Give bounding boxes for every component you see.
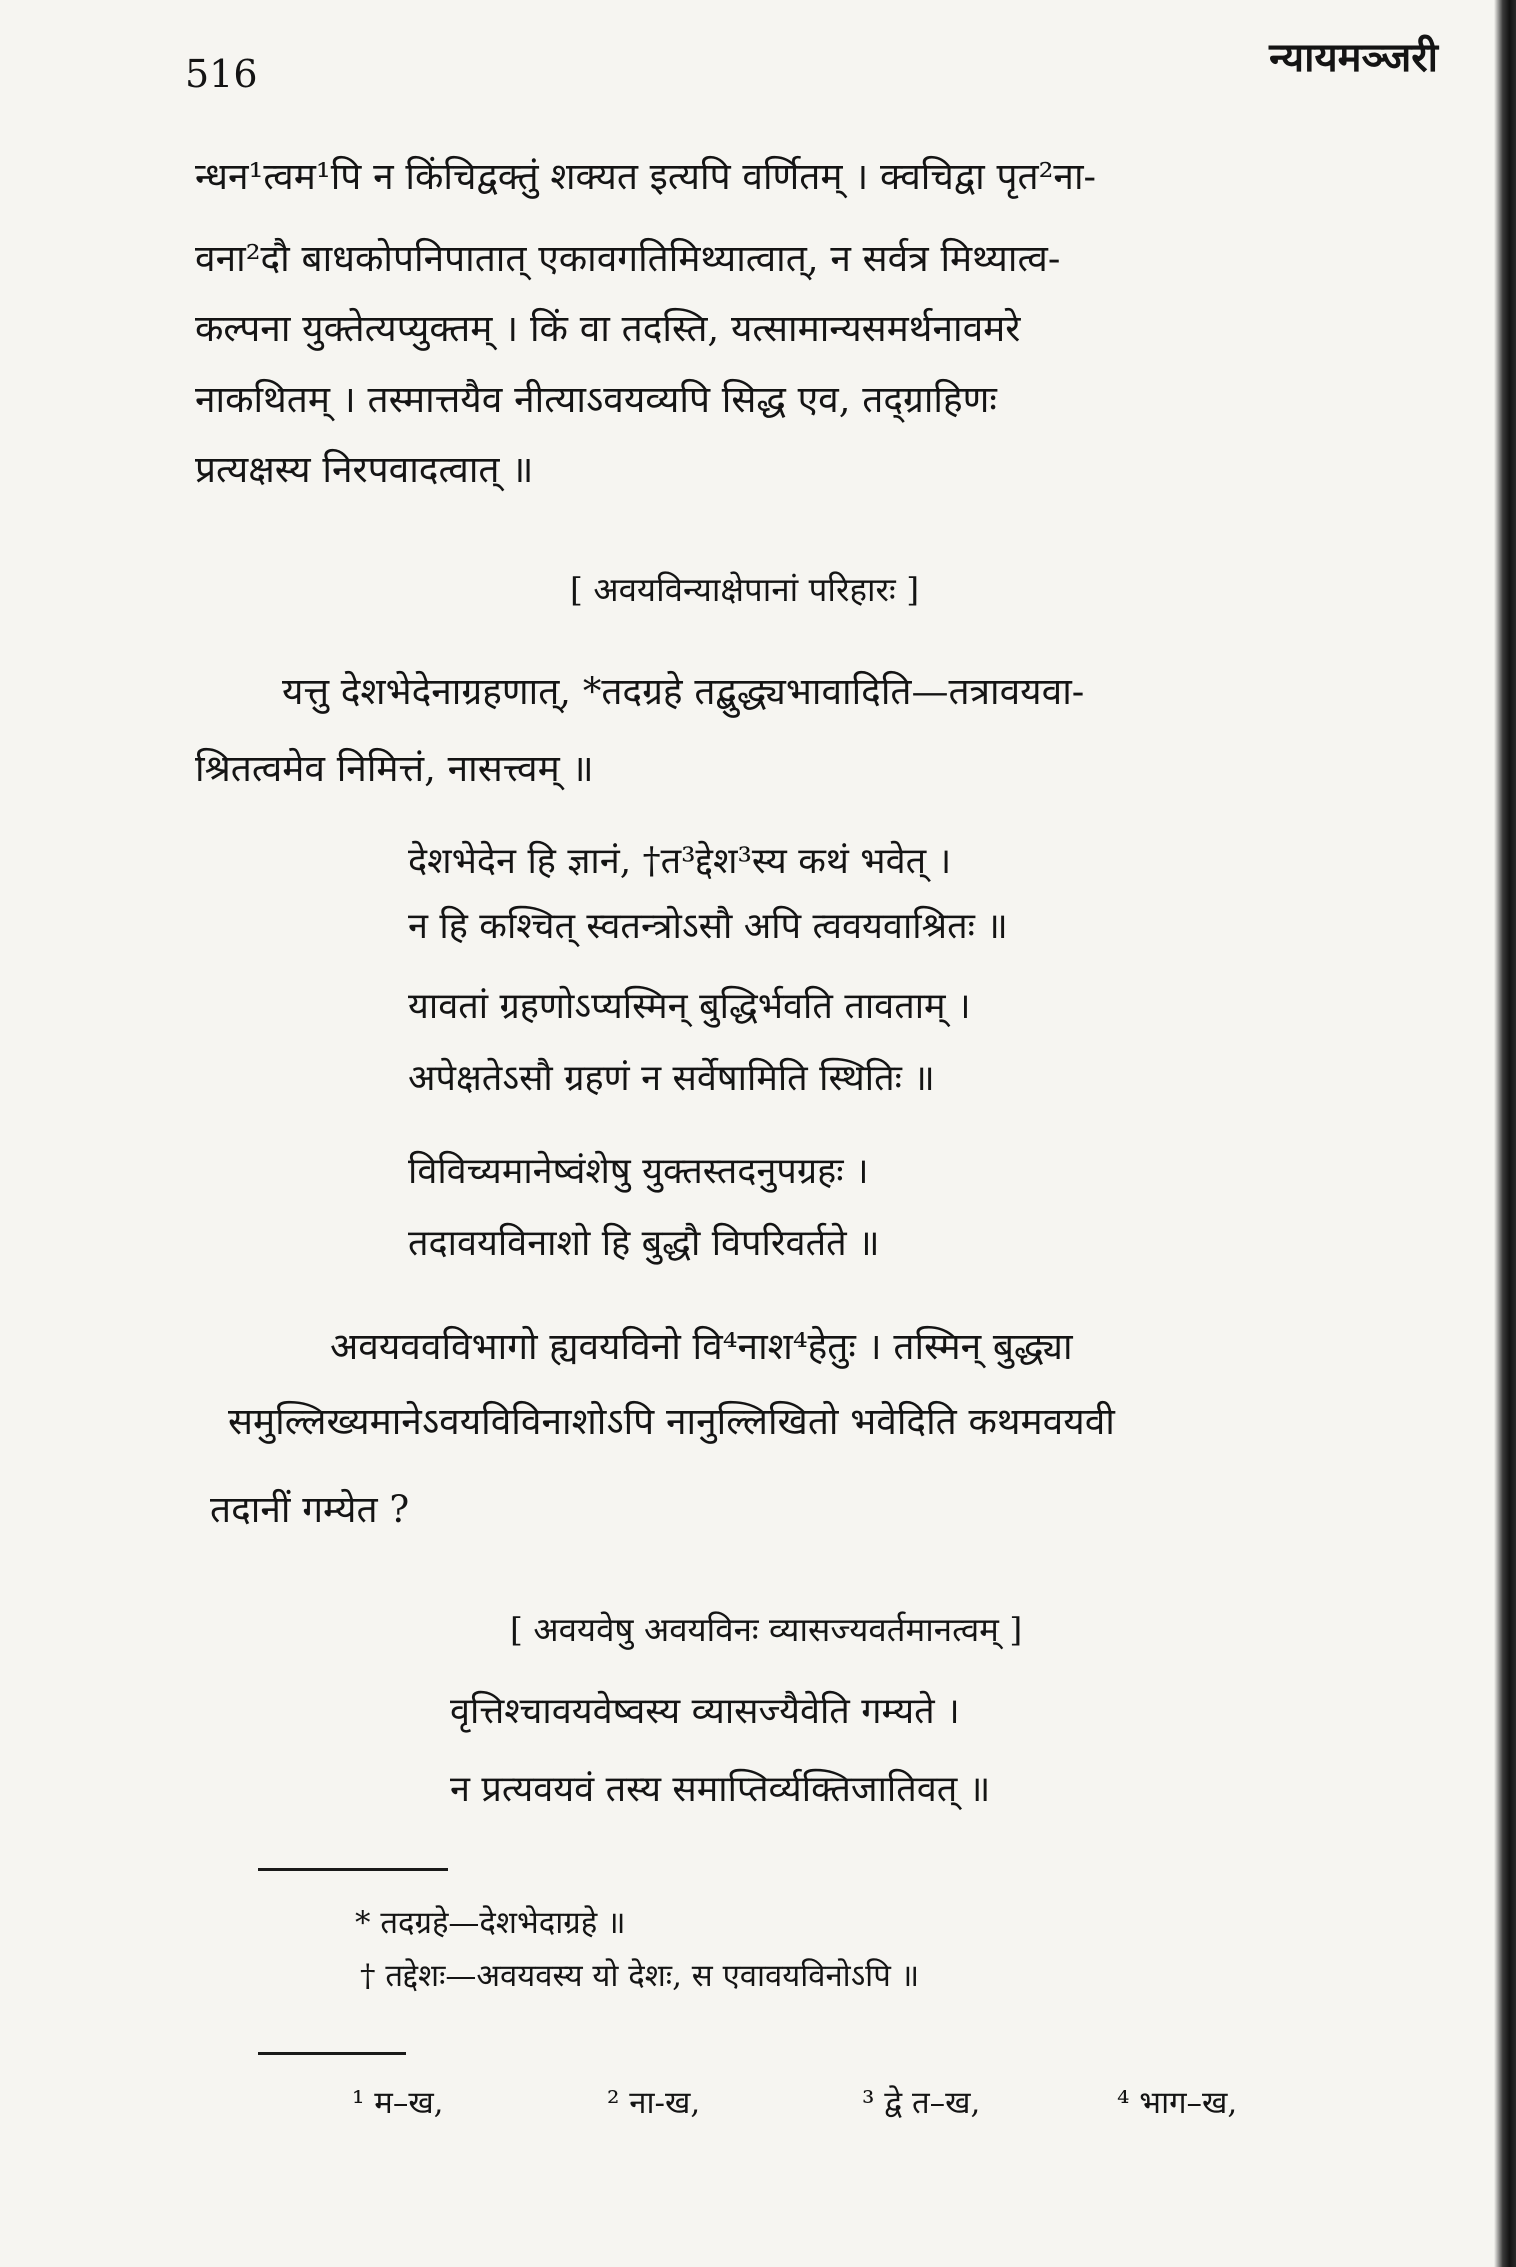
verse-line: विविच्यमानेष्वंशेषु युक्तस्तदनुपग्रहः । [408,1151,869,1192]
verse-line: वृत्तिश्चावयवेष्वस्य व्यासज्यैवेति गम्यते । [450,1691,960,1732]
variant-reading: ¹ म–ख, [352,2085,444,2121]
paragraph-line: अवयववविभागो ह्यवयविनो वि⁴नाश⁴हेतुः । तस्मिन् बुद्ध्या [330,1325,1073,1368]
page-edge-shadow [1494,0,1516,2267]
verse-line: अपेक्षतेऽसौ ग्रहणं न सर्वेषामिति स्थितिः ॥ [408,1058,935,1099]
verse-line: यावतां ग्रहणोऽप्यस्मिन् बुद्धिर्भवति तावताम् । [408,986,971,1027]
footnote: * तदग्रहे—देशभेदाग्रहे ॥ [355,1905,626,1941]
variant-reading: ² ना-ख, [607,2085,701,2121]
variant-reading: ³ द्वे त–ख, [862,2085,981,2121]
paragraph-line: श्रितत्वमेव निमित्तं, नासत्त्वम् ॥ [195,747,594,790]
verse-line: न हि कश्चित् स्वतन्त्रोऽसौ अपि त्ववयवाश्रितः ॥ [408,906,1008,947]
variant-readings [352,2085,1372,2122]
footnote-rule [258,1868,448,1871]
verse-line: देशभेदेन हि ज्ञानं, †त³द्देश³स्य कथं भवेत् । [408,841,952,882]
running-title: न्यायमञ्जरी [1269,34,1438,81]
paragraph-line: यत्तु देशभेदेनाग्रहणात्, *तदग्रहे तद्बुद्ध्यभावादिति—तत्रावयवा- [282,670,1085,713]
paragraph-line: वना²दौ बाधकोपनिपातात् एकावगतिमिथ्यात्वात्, न सर्वत्र मिथ्यात्व- [195,237,1061,280]
paragraph-line: प्रत्यक्षस्य निरपवादत्वात् ॥ [195,448,534,491]
footnote: † तद्देशः—अवयवस्य यो देशः, स एवावयविनोऽपि ॥ [360,1958,920,1994]
section-heading: [ अवयवेषु अवयविनः व्यासज्यवर्तमानत्वम् ] [510,1610,1023,1649]
paragraph-line: कल्पना युक्तेत्यप्युक्तम् । किं वा तदस्ति, यत्सामान्यसमर्थनावमरे [195,307,1021,350]
paragraph-line: तदानीं गम्येत ? [210,1488,410,1531]
page-number: 516 [185,52,258,96]
paragraph-line: समुल्लिख्यमानेऽवयविविनाशोऽपि नानुल्लिखितो भवेदिति कथमवयवी [228,1400,1115,1443]
paragraph-line: नाकथितम् । तस्मात्तयैव नीत्याऽवयव्यपि सिद्ध एव, तद्ग्राहिणः [195,378,997,421]
verse-line: न प्रत्यवयवं तस्य समाप्तिर्व्यक्तिजातिवत् ॥ [450,1769,991,1810]
paragraph-line: न्धन¹त्वम¹पि न किंचिद्वक्तुं शक्यत इत्यपि वर्णितम् । क्वचिद्वा पृत²ना- [195,155,1097,198]
section-heading: [ अवयविन्याक्षेपानां परिहारः ] [570,570,920,609]
verse-line: तदावयविनाशो हि बुद्धौ विपरिवर्तते ॥ [408,1223,880,1264]
variant-rule [258,2052,406,2055]
variant-reading: ⁴ भाग–ख, [1117,2085,1238,2121]
